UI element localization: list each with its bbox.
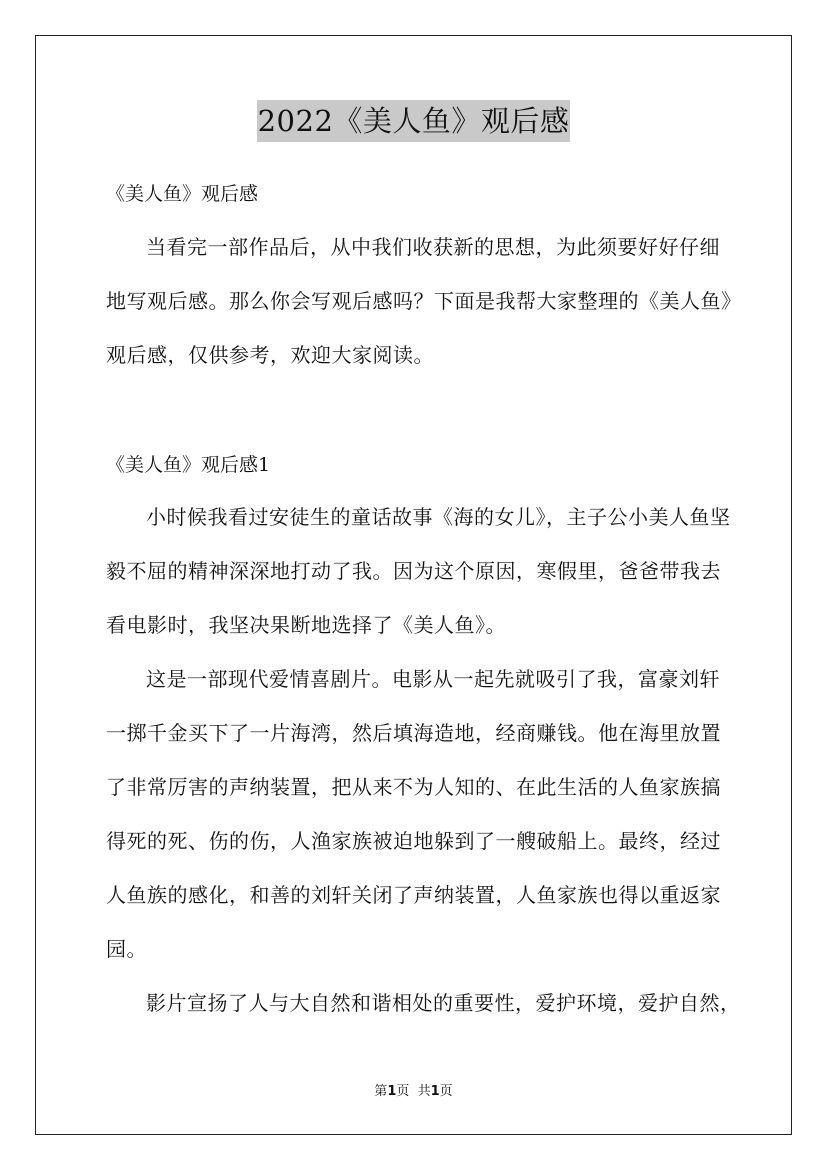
paragraph-2 xyxy=(106,652,726,976)
paragraph-1 xyxy=(106,490,731,652)
paragraph-line: 人鱼族的感化，和善的刘轩关闭了声纳装置，人鱼家族也得以重返家 xyxy=(106,883,721,907)
paragraph-line: 当看完一部作品后，从中我们收获新的思想，为此须要好好仔细 xyxy=(146,235,720,259)
footer-prefix: 第 xyxy=(374,1084,388,1099)
paragraph-line: 看电影时，我坚决果断地选择了《美人鱼》。 xyxy=(106,613,506,637)
footer-suffix: 页 xyxy=(439,1084,453,1099)
paragraph-line: 一掷千金买下了一片海湾，然后填海造地，经商赚钱。他在海里放置 xyxy=(106,721,721,745)
title-container xyxy=(0,100,827,142)
intro-paragraph xyxy=(106,220,742,382)
paragraph-line: 毅不屈的精神深深地打动了我。因为这个原因，寒假里，爸爸带我去 xyxy=(106,559,721,583)
paragraph-line: 这是一部现代爱情喜剧片。电影从一起先就吸引了我，富豪刘轩 xyxy=(146,667,720,691)
paragraph-line: 观后感，仅供参考，欢迎大家阅读。 xyxy=(106,343,434,367)
paragraph-line: 小时候我看过安徒生的童话故事《海的女儿》，主子公小美人鱼坚 xyxy=(146,505,731,529)
paragraph-3 xyxy=(106,976,741,1030)
footer-page-number: 1 xyxy=(387,1084,397,1099)
footer-middle: 页 共 xyxy=(396,1084,431,1099)
section-heading-1: 《美人鱼》观后感1 xyxy=(106,454,271,476)
page-footer xyxy=(0,1083,827,1101)
section-heading-intro: 《美人鱼》观后感 xyxy=(106,183,259,205)
paragraph-line: 地写观后感。那么你会写观后感吗？下面是我帮大家整理的《美人鱼》 xyxy=(106,289,742,313)
paragraph-line: 影片宣扬了人与大自然和谐相处的重要性，爱护环境，爱护自然， xyxy=(146,991,741,1015)
paragraph-line: 了非常厉害的声纳装置，把从来不为人知的、在此生活的人鱼家族搞 xyxy=(106,775,721,799)
paragraph-line: 园。 xyxy=(106,937,147,961)
document-title: 2022《美人鱼》观后感 xyxy=(257,100,571,142)
paragraph-line: 得死的死、伤的伤，人渔家族被迫地躲到了一艘破船上。最终，经过 xyxy=(106,829,721,853)
footer-total-pages: 1 xyxy=(430,1084,440,1099)
